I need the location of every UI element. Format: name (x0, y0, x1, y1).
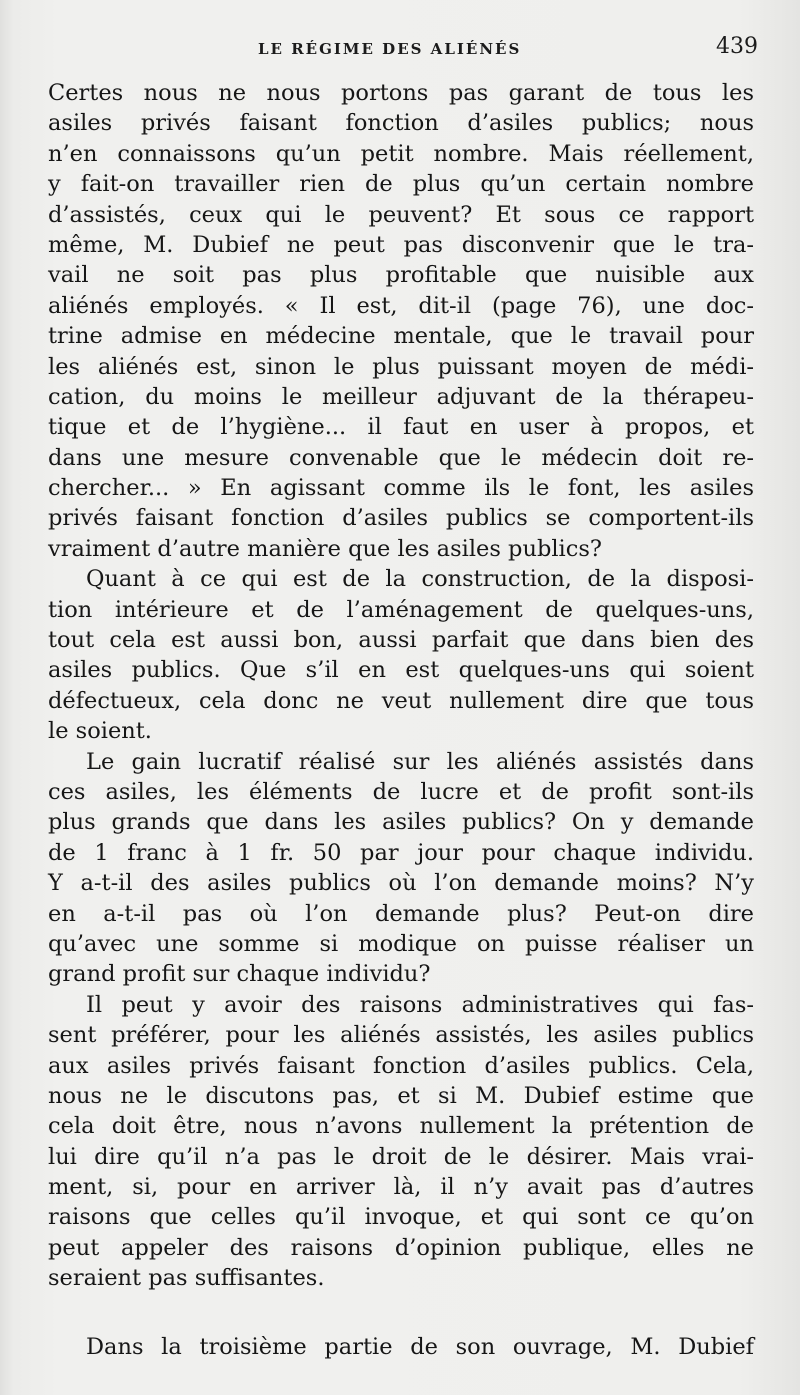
text-line: Certes nous ne nous portons pas garant de tous les (48, 80, 754, 106)
text-line: nous ne le discutons pas, et si M. Dubief estime que (48, 1082, 754, 1109)
text-line: grand profit sur chaque individu? (48, 961, 431, 988)
paragraph (48, 564, 754, 746)
text-line: le soient. (48, 718, 152, 745)
paragraph (48, 990, 754, 1294)
text-line: raisons que celles qu’il invoque, et qui sont ce qu’on (48, 1204, 754, 1231)
text-line: Le gain lucratif réalisé sur les aliénés assistés dans (86, 748, 754, 775)
text-line: vail ne soit pas plus profitable que nuisible aux (48, 262, 754, 289)
text-line: cation, du moins le meilleur adjuvant de la thérapeu- (48, 383, 754, 410)
text-line: en a-t-il pas où l’on demande plus? Peut-on dire (48, 900, 754, 927)
text-line: dans une mesure convenable que le médecin doit re- (48, 444, 754, 471)
text-line: tion intérieure et de l’aménagement de quelques-uns, (48, 596, 754, 623)
text-line: peut appeler des raisons d’opinion publique, elles ne (48, 1234, 754, 1261)
text-line: chercher... » En agissant comme ils le font, les asiles (48, 475, 754, 502)
text-line: n’en connaissons qu’un petit nombre. Mais réellement, (48, 140, 754, 167)
text-line: vraiment d’autre manière que les asiles publics? (48, 535, 602, 562)
paragraph (48, 78, 754, 564)
running-head (0, 34, 800, 64)
text-line: lui dire qu’il n’a pas le droit de le désirer. Mais vrai- (48, 1143, 754, 1170)
text-line: sent préférer, pour les aliénés assistés, les asiles publics (48, 1022, 754, 1049)
text-line: Y a-t-il des asiles publics où l’on demande moins? N’y (48, 870, 754, 897)
text-line: tout cela est aussi bon, aussi parfait que dans bien des (48, 627, 754, 654)
text-line: même, M. Dubief ne peut pas disconvenir que le tra- (48, 231, 754, 258)
text-line: qu’avec une somme si modique on puisse réaliser un (48, 930, 754, 957)
text-line: tique et de l’hygiène... il faut en user à propos, et (48, 414, 754, 441)
text-line: privés faisant fonction d’asiles publics se comportent-ils (48, 505, 754, 532)
text-line: ces asiles, les éléments de lucre et de profit sont-ils (48, 778, 754, 805)
text-line: défectueux, cela donc ne veut nullement dire que tous (48, 687, 754, 714)
page-number: 439 (716, 34, 758, 59)
paragraph (48, 747, 754, 990)
text-line: aux asiles privés faisant fonction d’asiles publics. Cela, (48, 1052, 754, 1079)
text-line: cela doit être, nous n’avons nullement la prétention de (48, 1113, 754, 1140)
text-line: Quant à ce qui est de la construction, de la disposi- (86, 566, 754, 593)
text-line: aliénés employés. « Il est, dit-il (page 76), une doc- (48, 292, 754, 319)
paragraph (48, 1332, 754, 1362)
text-line: Dans la troisième partie de son ouvrage, M. Dubief (86, 1333, 754, 1360)
text-line: trine admise en médecine mentale, que le travail pour (48, 323, 754, 350)
text-line: plus grands que dans les asiles publics? On y demande (48, 809, 754, 836)
text-line: de 1 franc à 1 fr. 50 par jour pour chaque individu. (48, 839, 754, 866)
running-title: LE RÉGIME DES ALIÉNÉS (258, 40, 522, 58)
text-line: ment, si, pour en arriver là, il n’y avait pas d’autres (48, 1174, 754, 1201)
text-line: d’assistés, ceux qui le peuvent? Et sous ce rapport (48, 201, 754, 228)
text-line: asiles publics. Que s’il en est quelques-uns qui soient (48, 657, 754, 684)
body-text (48, 78, 754, 1362)
text-line: asiles privés faisant fonction d’asiles publics; nous (48, 110, 754, 137)
section-gap (48, 1294, 754, 1332)
text-line: les aliénés est, sinon le plus puissant moyen de médi- (48, 353, 754, 380)
text-line: y fait-on travailler rien de plus qu’un certain nombre (48, 171, 754, 198)
text-line: Il peut y avoir des raisons administratives qui fas- (86, 991, 754, 1018)
text-line: seraient pas suffisantes. (48, 1265, 325, 1292)
